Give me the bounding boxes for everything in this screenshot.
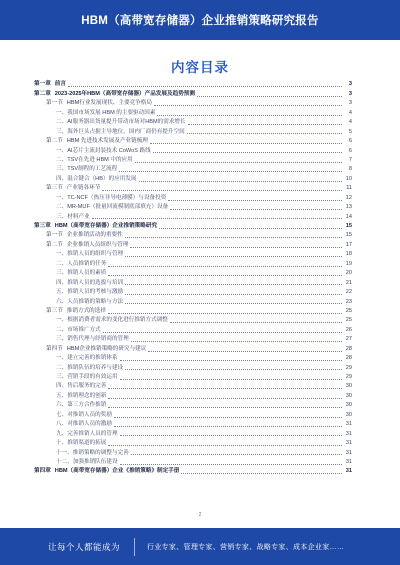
toc-leader-dots (120, 360, 342, 361)
toc-entry[interactable] (34, 297, 352, 306)
toc-entry[interactable] (34, 344, 352, 353)
toc-entry-title: 一、AI芯片主流封装技术 CoWoS 路线 (56, 147, 151, 154)
toc-entry[interactable] (34, 410, 352, 419)
toc-leader-dots (170, 322, 342, 323)
toc-entry[interactable] (34, 458, 352, 467)
toc-entry-title: 十、推销渠道的拓展 (56, 440, 107, 447)
toc-entry[interactable] (34, 80, 352, 89)
toc-leader-dots (154, 105, 342, 106)
toc-entry-title: 九、完善推销人员的管理 (56, 430, 118, 437)
toc-entry-title: 前言 (54, 81, 66, 88)
toc-entry-title: 四、混合键合（HB）的应用发展 (56, 175, 137, 182)
toc-leader-dots (125, 294, 342, 295)
toc-leader-dots (114, 417, 342, 418)
toc-leader-dots (108, 445, 342, 446)
toc-entry-number: 第四节 (46, 345, 63, 352)
toc-entry-page: 14 (345, 213, 352, 220)
toc-entry[interactable] (34, 231, 352, 240)
toc-entry[interactable] (34, 240, 352, 249)
toc-entry-page: 25 (345, 317, 352, 324)
toc-entry-title: 三、营销手段的有效运用 (56, 374, 118, 380)
toc-entry-title: 二、MR-MUF（批量回流模制底部填充）设备 (56, 204, 169, 211)
toc-entry[interactable] (34, 288, 352, 297)
toc-entry-title: 六、人员推销的策略与方法 (56, 298, 124, 305)
toc-entry-title: 六、第三方合作推销 (56, 402, 107, 409)
toc-entry-title: 一、推销人员的组织与管理 (56, 251, 124, 258)
toc-entry[interactable] (34, 307, 352, 316)
toc-leader-dots (153, 152, 342, 153)
toc-entry[interactable] (34, 448, 352, 457)
toc-leader-dots (108, 398, 342, 399)
toc-entry-title: HBM行业发展现状、主要竞争格局 (66, 100, 152, 107)
toc-entry[interactable] (34, 156, 352, 165)
toc-entry-title: HBM 先进技术发展及产业链梳理 (66, 138, 148, 145)
toc-leader-dots (119, 171, 342, 172)
toc-entry-page: 28 (345, 355, 352, 362)
toc-entry-title: 三、推销人员的素质 (56, 270, 107, 277)
toc-entry-page: 30 (345, 383, 352, 390)
page-number: 2 (198, 512, 202, 518)
toc-entry[interactable] (34, 184, 352, 193)
toc-entry-page: 26 (345, 326, 352, 333)
toc-entry-page: 29 (345, 364, 352, 371)
toc-entry[interactable] (34, 373, 352, 382)
toc-entry-title: 四、推销人员的选拔与培训 (56, 279, 124, 286)
toc-entry[interactable] (34, 127, 352, 136)
toc-entry-number: 第二节 (46, 138, 63, 145)
toc-entry-page: 17 (345, 241, 352, 248)
toc-leader-dots (108, 275, 342, 276)
toc-entry-page: 30 (345, 411, 352, 418)
toc-entry-title: 十一、推销策略的调整与完善 (56, 449, 129, 456)
toc-entry-title: 一、TC-NCF（热压非导电薄膜）与设备投资 (56, 194, 167, 201)
toc-entry-page: 30 (345, 402, 352, 409)
toc-entry[interactable] (34, 354, 352, 363)
toc-entry-title: 五、推销理念的创新 (56, 392, 107, 399)
toc-entry-title: 三、销售代理与经销商的管理 (56, 336, 129, 343)
toc-entry-title: HBM（高带宽存储器）企业推销策略研究 (54, 223, 158, 229)
toc-leader-dots (157, 115, 342, 116)
footer-divider (134, 538, 135, 556)
toc-entry-page: 4 (348, 119, 352, 126)
toc-leader-dots (125, 303, 342, 304)
toc-entry[interactable] (34, 174, 352, 183)
toc-entry-page: 8 (348, 166, 352, 173)
toc-entry[interactable] (34, 325, 352, 334)
toc-entry-page: 3 (348, 90, 352, 97)
toc-entry-title: 产业链各环节 (66, 185, 101, 192)
toc-leader-dots (159, 228, 342, 229)
toc-entry-number: 第二章 (34, 90, 51, 97)
toc-entry[interactable] (34, 391, 352, 400)
report-header (0, 0, 400, 40)
toc-entry[interactable] (34, 203, 352, 212)
toc-entry-page: 30 (345, 392, 352, 399)
toc-entry-page: 31 (345, 421, 352, 428)
toc-entry[interactable] (34, 316, 352, 325)
toc-entry-page: 31 (345, 430, 352, 437)
toc-entry[interactable] (34, 250, 352, 259)
toc-entry-page: 31 (345, 449, 352, 456)
toc-entry-title: HBM（高带宽存储器）企业《推销策略》制定手册 (54, 468, 180, 475)
toc-entry-title: 四、售后服务的完善 (56, 383, 107, 390)
toc-entry[interactable] (34, 146, 352, 155)
toc-entry-title: 二、TSV在先进 HBM 中的应用 (56, 156, 133, 163)
toc-entry-page: 3 (348, 100, 352, 107)
toc-entry[interactable] (34, 137, 352, 146)
toc-heading: 内容目录 (171, 60, 229, 75)
toc-entry-title: 二、AI服务器出货量提升带动市场对HBM的需求增长 (56, 119, 186, 126)
toc-leader-dots (197, 96, 342, 97)
toc-entry-title: 推销方式的选择 (66, 307, 106, 314)
toc-entry-title: 五、推销人员的考核与激励 (56, 289, 124, 296)
toc-entry[interactable] (34, 212, 352, 221)
toc-entry[interactable] (34, 222, 352, 231)
toc-entry-page: 28 (345, 345, 352, 352)
toc-entry[interactable] (34, 269, 352, 278)
toc-entry-title: 一、根据消费者需求的变化进行推销方式调整 (56, 317, 168, 324)
toc-entry-number: 第一章 (34, 81, 51, 88)
toc-entry[interactable] (34, 429, 352, 438)
toc-entry-page: 27 (345, 336, 352, 343)
toc-entry-title: 三、TSV制程的工艺流程 (56, 166, 118, 173)
toc-leader-dots (108, 266, 342, 267)
toc-entry-title: 二、人员推销的任务 (56, 260, 107, 267)
toc-leader-dots (181, 473, 342, 474)
toc-leader-dots (120, 379, 342, 380)
toc-entry[interactable] (34, 193, 352, 202)
toc-entry[interactable] (34, 439, 352, 448)
toc-entry-page: 21 (345, 279, 352, 286)
table-of-contents (34, 80, 352, 476)
toc-entry-title: 三、材料产业 (56, 213, 90, 220)
toc-entry-page: 6 (348, 147, 352, 154)
toc-entry-title: 2023-2025年HBM（高带宽存储器）产品发展及趋势预测 (54, 90, 195, 97)
toc-entry-title: 十二、加强推销队伍建设 (56, 458, 118, 465)
toc-entry-page: 23 (345, 298, 352, 305)
toc-entry-title: 七、对推销人员的奖励 (56, 411, 112, 418)
toc-entry-page: 31 (345, 440, 352, 447)
toc-entry-page: 15 (345, 232, 352, 239)
toc-entry[interactable] (34, 335, 352, 344)
toc-entry-title: HBM企业推销策略的研究与建议 (66, 345, 147, 352)
toc-entry-title: 一、建立完善的推销体系 (56, 355, 118, 362)
toc-entry-number: 第三章 (34, 223, 51, 229)
toc-entry-page: 4 (348, 109, 352, 116)
toc-entry[interactable] (34, 382, 352, 391)
toc-entry[interactable] (34, 420, 352, 429)
toc-entry-page: 7 (348, 156, 352, 163)
toc-entry-page: 22 (345, 289, 352, 296)
toc-entry-title: 八、对推销人员的激励 (56, 421, 112, 428)
toc-entry-number: 第三节 (46, 185, 63, 192)
toc-entry-page: 13 (345, 204, 352, 211)
toc-entry[interactable] (34, 89, 352, 98)
toc-entry-page: 6 (348, 138, 352, 145)
toc-entry-page: 31 (345, 468, 352, 475)
toc-entry-title: 三、海外巨头占据主导地位，国内厂商仍有提升空间 (56, 128, 185, 135)
toc-leader-dots (114, 426, 342, 427)
toc-leader-dots (139, 181, 343, 182)
toc-entry-title: 企业推销人员组织与管理 (66, 241, 129, 248)
toc-leader-dots (125, 284, 342, 285)
toc-entry-page: 31 (345, 458, 352, 465)
toc-entry-page: 29 (345, 374, 352, 380)
toc-leader-dots (108, 388, 342, 389)
report-title: HBM（高带宽存储器）企业推销策略研究报告 (81, 15, 319, 27)
toc-entry-number: 第一节 (46, 100, 63, 107)
toc-entry-title: 一、我国市场发展 HBM 的主要驱动因素 (56, 109, 156, 116)
toc-entry-number: 第三节 (46, 307, 63, 314)
toc-leader-dots (108, 407, 342, 408)
toc-leader-dots (92, 218, 342, 219)
footer-roles: 行业专家、管理专家、营销专家、战略专家、成本企业家…… (147, 543, 345, 551)
toc-entry-page: 18 (345, 251, 352, 258)
toc-leader-dots (148, 351, 342, 352)
toc-entry-page: 11 (346, 185, 352, 192)
toc-entry[interactable] (34, 99, 352, 108)
toc-entry-page: 25 (345, 307, 352, 314)
toc-leader-dots (102, 190, 342, 191)
toc-leader-dots (125, 256, 342, 257)
toc-leader-dots (187, 133, 342, 134)
toc-entry-title: 二、市场推广方式 (56, 326, 101, 333)
toc-leader-dots (108, 313, 342, 314)
toc-entry-page: 5 (348, 128, 352, 135)
toc-entry-page: 12 (345, 194, 352, 201)
toc-entry-number: 第一节 (46, 232, 63, 239)
toc-entry[interactable] (34, 278, 352, 287)
toc-leader-dots (68, 86, 342, 87)
report-footer (0, 528, 400, 565)
toc-leader-dots (103, 332, 342, 333)
toc-entry-title: 二、推销队伍的培养与建设 (56, 364, 124, 371)
toc-entry[interactable] (34, 467, 352, 476)
toc-entry[interactable] (34, 259, 352, 268)
toc-entry-page: 3 (348, 81, 352, 88)
toc-leader-dots (120, 435, 342, 436)
toc-leader-dots (135, 162, 342, 163)
toc-leader-dots (150, 143, 342, 144)
toc-leader-dots (188, 124, 342, 125)
toc-leader-dots (130, 247, 342, 248)
toc-entry-number: 第四章 (34, 468, 51, 475)
toc-leader-dots (120, 464, 342, 465)
toc-entry[interactable] (34, 118, 352, 127)
toc-entry[interactable] (34, 165, 352, 174)
toc-leader-dots (170, 209, 342, 210)
toc-entry[interactable] (34, 401, 352, 410)
toc-entry-number: 第二节 (46, 241, 63, 248)
toc-entry-title: 企业推销活动的重要性 (66, 232, 123, 239)
toc-leader-dots (125, 369, 342, 370)
toc-leader-dots (168, 200, 342, 201)
toc-entry[interactable] (34, 108, 352, 117)
toc-leader-dots (131, 454, 342, 455)
toc-entry-page: 20 (345, 270, 352, 277)
footer-slogan: 让每个人都能成为 (48, 541, 121, 552)
toc-entry-page: 10 (345, 175, 352, 182)
toc-leader-dots (125, 237, 342, 238)
toc-entry-page: 19 (345, 260, 352, 267)
toc-leader-dots (131, 341, 342, 342)
toc-entry-page: 15 (345, 223, 352, 229)
toc-entry[interactable] (34, 363, 352, 372)
